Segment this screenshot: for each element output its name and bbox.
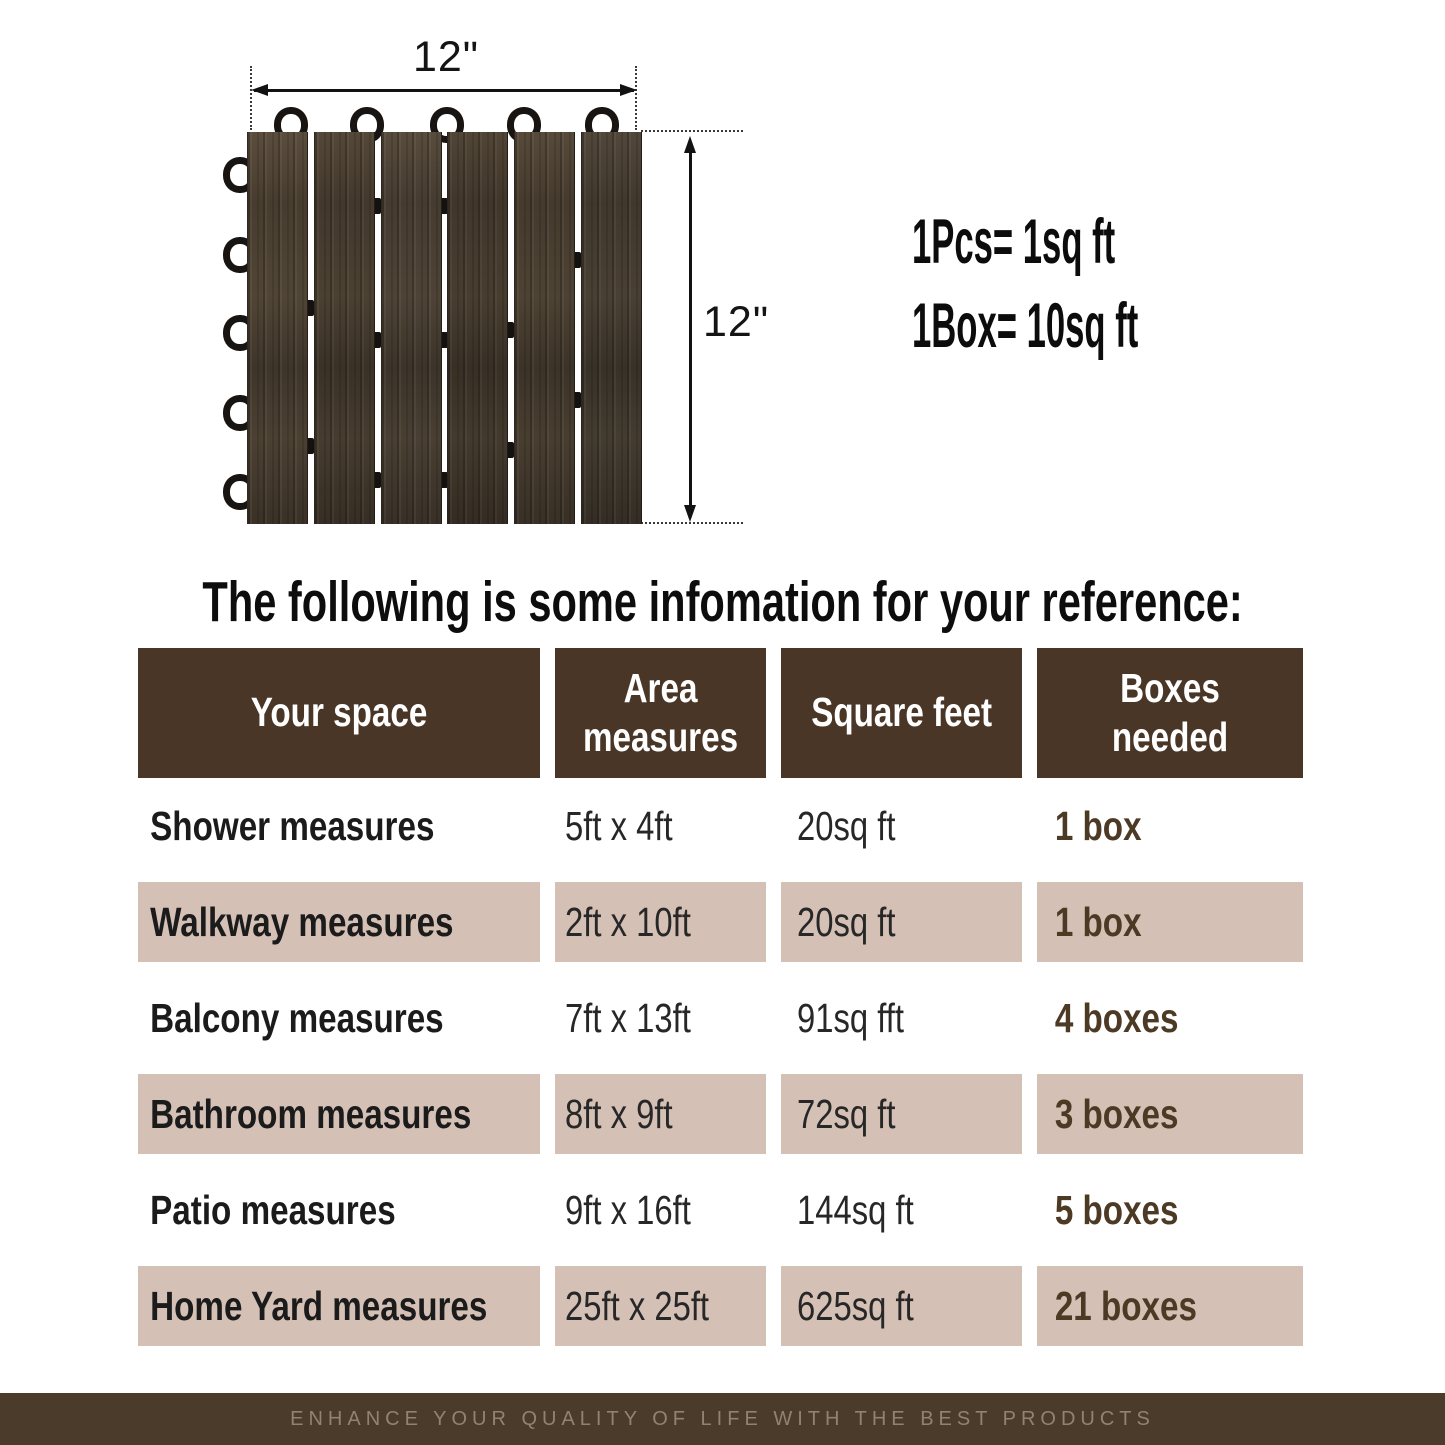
cell-sqft: 72sq ft <box>781 1066 1022 1162</box>
cell-boxes: 3 boxes <box>1037 1066 1303 1162</box>
arrowhead-down-icon <box>684 505 696 522</box>
arrowhead-right-icon <box>620 84 637 96</box>
coverage-per-piece: 1Pcs= 1sq ft <box>912 207 1116 277</box>
height-guide-line <box>641 130 743 132</box>
footer-slogan: ENHANCE YOUR QUALITY OF LIFE WITH THE BEST PRODUCTS <box>290 1407 1155 1430</box>
cell-space: Walkway measures <box>138 874 540 970</box>
wood-slat <box>314 132 375 524</box>
table-header-area: Area measures <box>555 648 766 778</box>
wood-slat <box>447 132 508 524</box>
cell-sqft: 20sq ft <box>781 874 1022 970</box>
cell-boxes: 5 boxes <box>1054 1186 1179 1233</box>
wood-slat <box>247 132 308 524</box>
footer-banner <box>0 1393 1445 1445</box>
cell-area: 5ft x 4ft <box>565 802 673 849</box>
cell-boxes: 1 box <box>1054 802 1142 849</box>
cell-boxes: 21 boxes <box>1037 1258 1303 1354</box>
cell-area: 8ft x 9ft <box>555 1066 766 1162</box>
cell-space: Home Yard measures <box>138 1258 540 1354</box>
cell-sqft: 144sq ft <box>797 1186 914 1233</box>
cell-space: Bathroom measures <box>138 1066 540 1162</box>
arrowhead-up-icon <box>684 136 696 153</box>
cell-area: 25ft x 25ft <box>555 1258 766 1354</box>
height-guide-line <box>641 522 743 524</box>
wood-slat <box>581 132 642 524</box>
cell-sqft: 91sq fft <box>797 994 904 1041</box>
cell-area: 2ft x 10ft <box>555 874 766 970</box>
cell-area: 7ft x 13ft <box>565 994 691 1041</box>
section-heading: The following is some infomation for your reference: <box>202 570 1243 634</box>
coverage-per-box: 1Box= 10sq ft <box>912 291 1139 361</box>
arrowhead-left-icon <box>251 84 268 96</box>
reference-table <box>138 648 1303 1354</box>
width-dimension-line <box>254 89 634 92</box>
table-header-square-feet: Square feet <box>781 648 1022 778</box>
height-dimension-line <box>689 142 692 512</box>
cell-area: 9ft x 16ft <box>565 1186 691 1233</box>
table-header-your-space: Your space <box>138 648 540 778</box>
table-header-boxes-needed: Boxes needed <box>1037 648 1303 778</box>
width-dimension-label: 12" <box>412 33 480 81</box>
cell-space: Balcony measures <box>150 994 444 1041</box>
width-guide-line <box>250 66 252 130</box>
cell-boxes: 4 boxes <box>1054 994 1179 1041</box>
cell-sqft: 20sq ft <box>797 802 896 849</box>
cell-space: Patio measures <box>150 1186 396 1233</box>
wood-slat <box>514 132 575 524</box>
height-dimension-label: 12" <box>703 298 770 346</box>
cell-sqft: 625sq ft <box>781 1258 1022 1354</box>
cell-boxes: 1 box <box>1037 874 1303 970</box>
coverage-info <box>912 200 1323 368</box>
deck-tile-photo <box>247 132 640 524</box>
wood-slat <box>381 132 442 524</box>
width-guide-line <box>635 66 637 130</box>
cell-space: Shower measures <box>150 802 435 849</box>
